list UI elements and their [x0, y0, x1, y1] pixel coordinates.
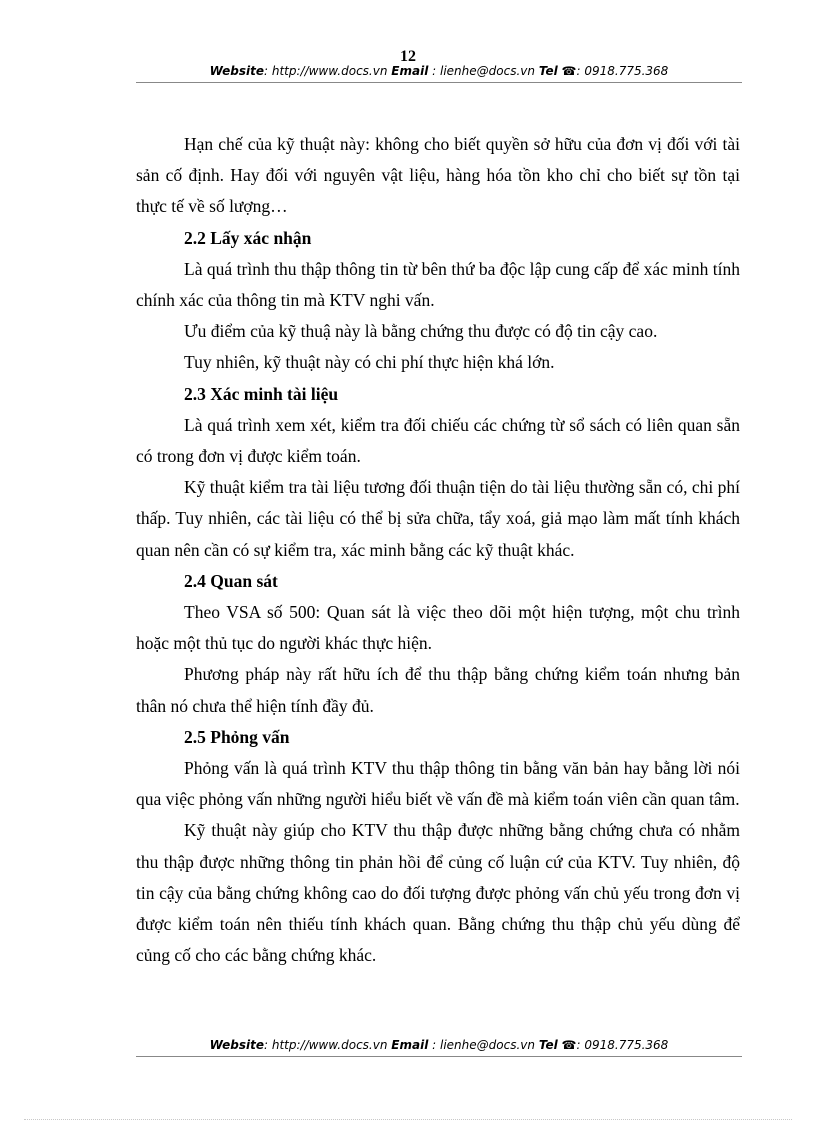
header-website-value: : http://www.docs.vn — [264, 64, 388, 78]
footer-email-label: Email — [391, 1038, 429, 1052]
footer-tel-value: : 0918.775.368 — [576, 1038, 669, 1052]
body-paragraph: Phương pháp này rất hữu ích để thu thập bằng chứng kiểm toán nhưng bản thân nó chưa thể hiện tính đầy đủ. — [136, 664, 740, 716]
footer-divider — [136, 1056, 742, 1057]
section-heading: 2.3 Xác minh tài liệu — [184, 383, 339, 404]
footer-email-value: : lienhe@docs.vn — [432, 1038, 535, 1052]
body-paragraph: Kỹ thuật này giúp cho KTV thu thập được những bằng chứng chưa có nhằm thu thập được những thông tin phản hồi để củng cố luận cứ của KTV. Tuy nhiên, độ tin cậy của bằng chứng không cao do đối tượng được phỏng vấn chủ yếu trong đơn vị được kiểm toán nên thiếu tính khách quan. Bằng chứng thu thập chủ yếu dùng để củng cố cho các bằng chứng khác. — [136, 820, 740, 966]
footer-website-label: Website — [209, 1038, 264, 1052]
page-header — [136, 64, 742, 84]
body-paragraph: Theo VSA số 500: Quan sát là việc theo dõi một hiện tượng, một chu trình hoặc một thủ tục do người khác thực hiện. — [136, 602, 740, 654]
footer-tel-label: Tel — [538, 1038, 558, 1052]
body-paragraph: Hạn chế của kỹ thuật này: không cho biết quyền sở hữu của đơn vị đối với tài sản cố định. Hay đối với nguyên vật liệu, hàng hóa tồn kho chỉ cho biết sự tồn tại thực tế về số lượng… — [136, 134, 740, 217]
header-divider — [136, 82, 742, 83]
body-paragraph: Là quá trình thu thập thông tin từ bên thứ ba độc lập cung cấp để xác minh tính chính xác của thông tin mà KTV nghi vấn. — [136, 258, 740, 311]
section-heading: 2.2 Lấy xác nhận — [184, 227, 312, 248]
page-number: 12 — [400, 48, 416, 65]
body-paragraph: Là quá trình xem xét, kiểm tra đối chiếu các chứng từ sổ sách có liên quan sẵn có trong đơn vị được kiểm toán. — [136, 414, 740, 467]
phone-icon: ☎ — [561, 64, 577, 78]
header-email-value: : lienhe@docs.vn — [432, 64, 535, 78]
phone-icon: ☎ — [561, 1038, 577, 1052]
header-tel-label: Tel — [538, 64, 558, 78]
page-edge-divider — [24, 1119, 792, 1120]
body-paragraph: Kỹ thuật kiểm tra tài liệu tương đối thuận tiện do tài liệu thường sẵn có, chi phí thấp. Tuy nhiên, các tài liệu có thể bị sửa chữa, tẩy xoá, giả mạo làm mất tính khách quan nên cần có sự kiểm tra, xác minh bằng các kỹ thuật khác. — [136, 477, 740, 560]
page-footer — [136, 1038, 742, 1058]
body-paragraph: Phỏng vấn là quá trình KTV thu thập thông tin bằng văn bản hay bằng lời nói qua việc phỏng vấn những người hiểu biết về vấn đề mà kiểm toán viên cần quan tâm. — [136, 758, 740, 810]
section-heading: 2.5 Phỏng vấn — [184, 726, 290, 747]
section-heading: 2.4 Quan sát — [184, 570, 278, 591]
header-website-label: Website — [209, 64, 264, 78]
header-tel-value: : 0918.775.368 — [576, 64, 669, 78]
header-email-label: Email — [391, 64, 429, 78]
body-paragraph: Ưu điểm của kỹ thuậ này là bằng chứng thu được có độ tin cậy cao. — [184, 321, 658, 342]
footer-website-value: : http://www.docs.vn — [264, 1038, 388, 1052]
document-body — [136, 129, 740, 971]
body-paragraph: Tuy nhiên, kỹ thuật này có chi phí thực hiện khá lớn. — [184, 352, 555, 373]
